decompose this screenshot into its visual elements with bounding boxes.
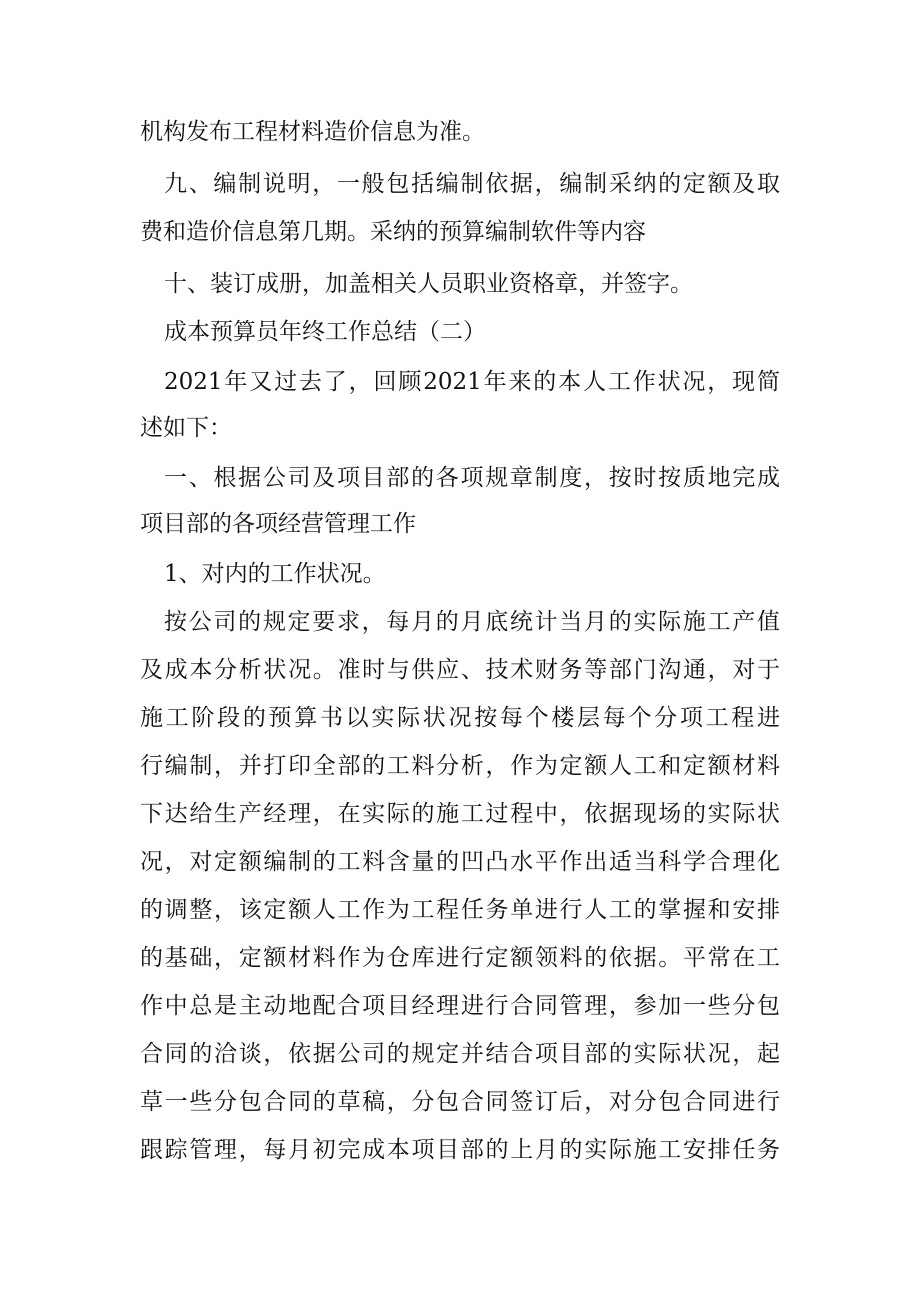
text-line: 行编制，并打印全部的工料分析，作为定额人工和定额材料 bbox=[140, 753, 780, 779]
text-line: 2021年又过去了，回顾2021年来的本人工作状况，现简 bbox=[164, 369, 780, 395]
text-line: 草一些分包合同的草稿，分包合同签订后，对分包合同进行 bbox=[140, 1089, 780, 1115]
text-line: 作中总是主动地配合项目经理进行合同管理，参加一些分包 bbox=[140, 993, 780, 1019]
text-line: 况，对定额编制的工料含量的凹凸水平作出适当科学合理化 bbox=[140, 849, 780, 875]
text-line: 的基础，定额材料作为仓库进行定额领料的依据。平常在工 bbox=[140, 945, 780, 971]
text-line: 十、装订成册，加盖相关人员职业资格章，并签字。 bbox=[164, 271, 693, 297]
text-line: 的调整，该定额人工作为工程任务单进行人工的掌握和安排 bbox=[140, 897, 780, 923]
text-line: 合同的洽谈，依据公司的规定并结合项目部的实际状况，起 bbox=[140, 1041, 780, 1067]
text-line: 机构发布工程材料造价信息为准。 bbox=[140, 119, 485, 145]
text-line: 费和造价信息第几期。采纳的预算编制软件等内容 bbox=[140, 219, 646, 245]
text-line: 施工阶段的预算书以实际状况按每个楼层每个分项工程进 bbox=[140, 705, 780, 731]
text-line: 及成本分析状况。准时与供应、技术财务等部门沟通，对于 bbox=[140, 657, 780, 683]
section-heading: 成本预算员年终工作总结（二） bbox=[164, 319, 486, 345]
text-line: 跟踪管理，每月初完成本项目部的上月的实际施工安排任务 bbox=[140, 1137, 780, 1163]
text-line: 下达给生产经理，在实际的施工过程中，依据现场的实际状 bbox=[140, 801, 780, 827]
text-line: 一、根据公司及项目部的各项规章制度，按时按质地完成 bbox=[164, 465, 780, 491]
sub-heading: 1、对内的工作状况。 bbox=[164, 561, 386, 587]
text-line: 按公司的规定要求，每月的月底统计当月的实际施工产值 bbox=[164, 609, 780, 635]
text-line: 项目部的各项经营管理工作 bbox=[140, 511, 416, 537]
text-line: 九、编制说明，一般包括编制依据，编制采纳的定额及取 bbox=[164, 171, 780, 197]
text-line: 述如下： bbox=[140, 415, 232, 441]
